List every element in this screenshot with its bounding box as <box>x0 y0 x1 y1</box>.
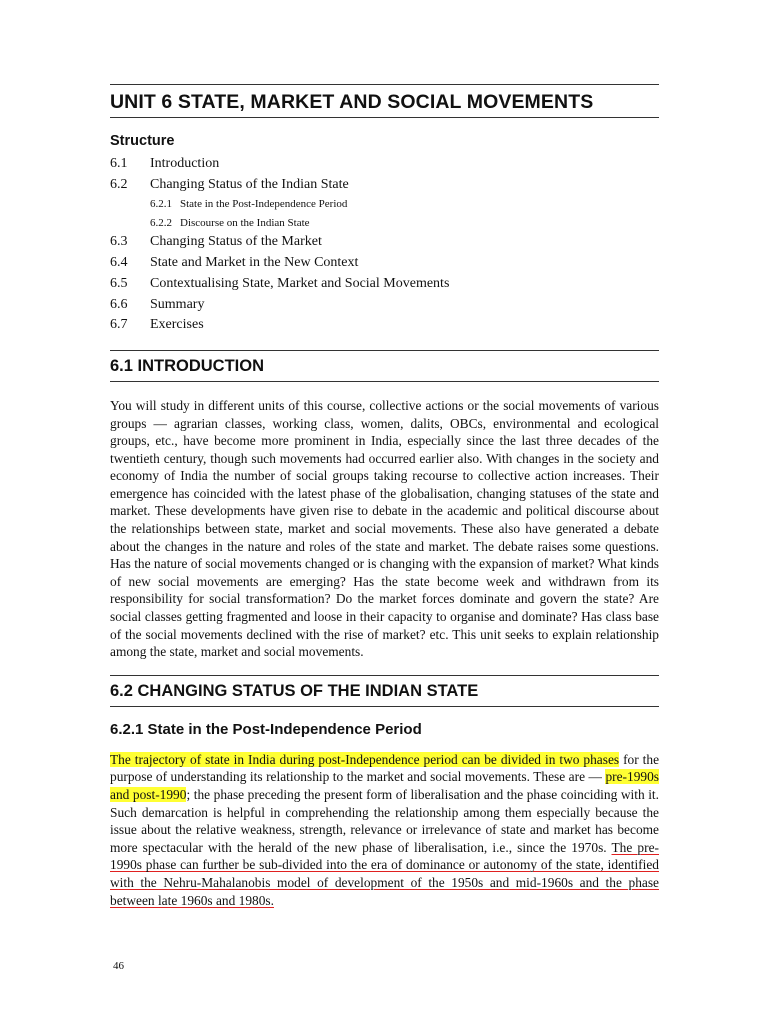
toc-item: 6.4 State and Market in the New Context <box>110 255 359 271</box>
section-rule <box>110 381 659 382</box>
table-of-contents <box>110 154 659 336</box>
toc-subitem: 6.2.2 Discourse on the Indian State <box>150 216 310 229</box>
section-rule <box>110 706 659 707</box>
document-page <box>110 84 659 909</box>
introduction-paragraph: You will study in different units of this course, collective actions or the social movements of various groups — agrarian classes, working class, women, dalits, OBCs, environmental and ecological groups, etc., have become more prominent in India, especially since the last three decades of the twentieth century, though such movements had occurred earlier also. With changes in the society and economy of India the number of social groups taking recourse to collective action increases. Their emergence has coincided with the latest phase of the globalisation, changing statuses of the state and market. These developments have given rise to debate in the academic and political discourse about the relationships between state, market and social movements. These also have generated a debate about the changes in the nature and roles of the state and market. The debate raises some questions. Has the nature of social movements changed or is changing with the expansion of market? What kinds of new social movements are emerging? Has the state become week and withdrawn from its responsibility for social transformation? Do the market forces dominate and govern the state? Are social classes getting fragmented and loose in their capacity to organise and dominate? Has class base of the social movements declined with the rise of market? etc. This unit seeks to explain relationship among the state, market and social movements. <box>110 397 659 660</box>
title-rule <box>110 117 659 118</box>
section-paragraph: The trajectory of state in India during post-Independence period can be divided in two phases for the purpose of understanding its relationship to the market and social movements. These are — pre-1990s and post-1990; the phase preceding the present form of liberalisation and the phase coinciding with it. Such demarcation is helpful in comprehending the relationship among them especially because the issue about the relative weakness, strength, relevance or irrelevance of state and market has become more spectacular with the herald of the new phase of liberalisation, i.e., since the 1970s. The pre-1990s phase can further be sub-divided into the era of dominance or autonomy of the state, identified with the Nehru-Mahalanobis model of development of the 1950s and mid-1960s and the phase between late 1960s and 1980s. <box>110 751 660 908</box>
underlined-text: The pre-1990s phase can further be sub-divided into the era of dominance or autonomy of the state, identified with the Nehru-Mahalanobis model of development of the 1950s and mid-1960s and the phase between late 1960s and 1980s. <box>110 839 659 908</box>
page-number: 46 <box>113 960 124 972</box>
toc-item: 6.6 Summary <box>110 296 205 312</box>
top-rule <box>110 84 659 85</box>
toc-item: 6.1 Introduction <box>110 156 220 171</box>
section-rule <box>110 350 659 351</box>
subsection-heading: 6.2.1 State in the Post-Independence Period <box>110 720 422 738</box>
section-heading-introduction: 6.1 INTRODUCTION <box>110 356 265 375</box>
toc-item: 6.5 Contextualising State, Market and Social Movements <box>110 275 450 291</box>
section-rule <box>110 675 659 676</box>
highlighted-text: pre-1990s and post-1990 <box>110 769 659 803</box>
unit-title: UNIT 6 STATE, MARKET AND SOCIAL MOVEMENTS <box>110 91 594 113</box>
section-heading-indian-state: 6.2 CHANGING STATUS OF THE INDIAN STATE <box>110 681 479 700</box>
toc-item: 6.7 Exercises <box>110 317 204 333</box>
toc-item: 6.3 Changing Status of the Market <box>110 234 322 250</box>
toc-item: 6.2 Changing Status of the Indian State <box>110 176 349 192</box>
structure-heading: Structure <box>110 133 175 149</box>
toc-subitem: 6.2.1 State in the Post-Independence Period <box>150 198 348 211</box>
highlighted-text: The trajectory of state in India during post-Independence period can be divided in two phases <box>110 751 620 767</box>
